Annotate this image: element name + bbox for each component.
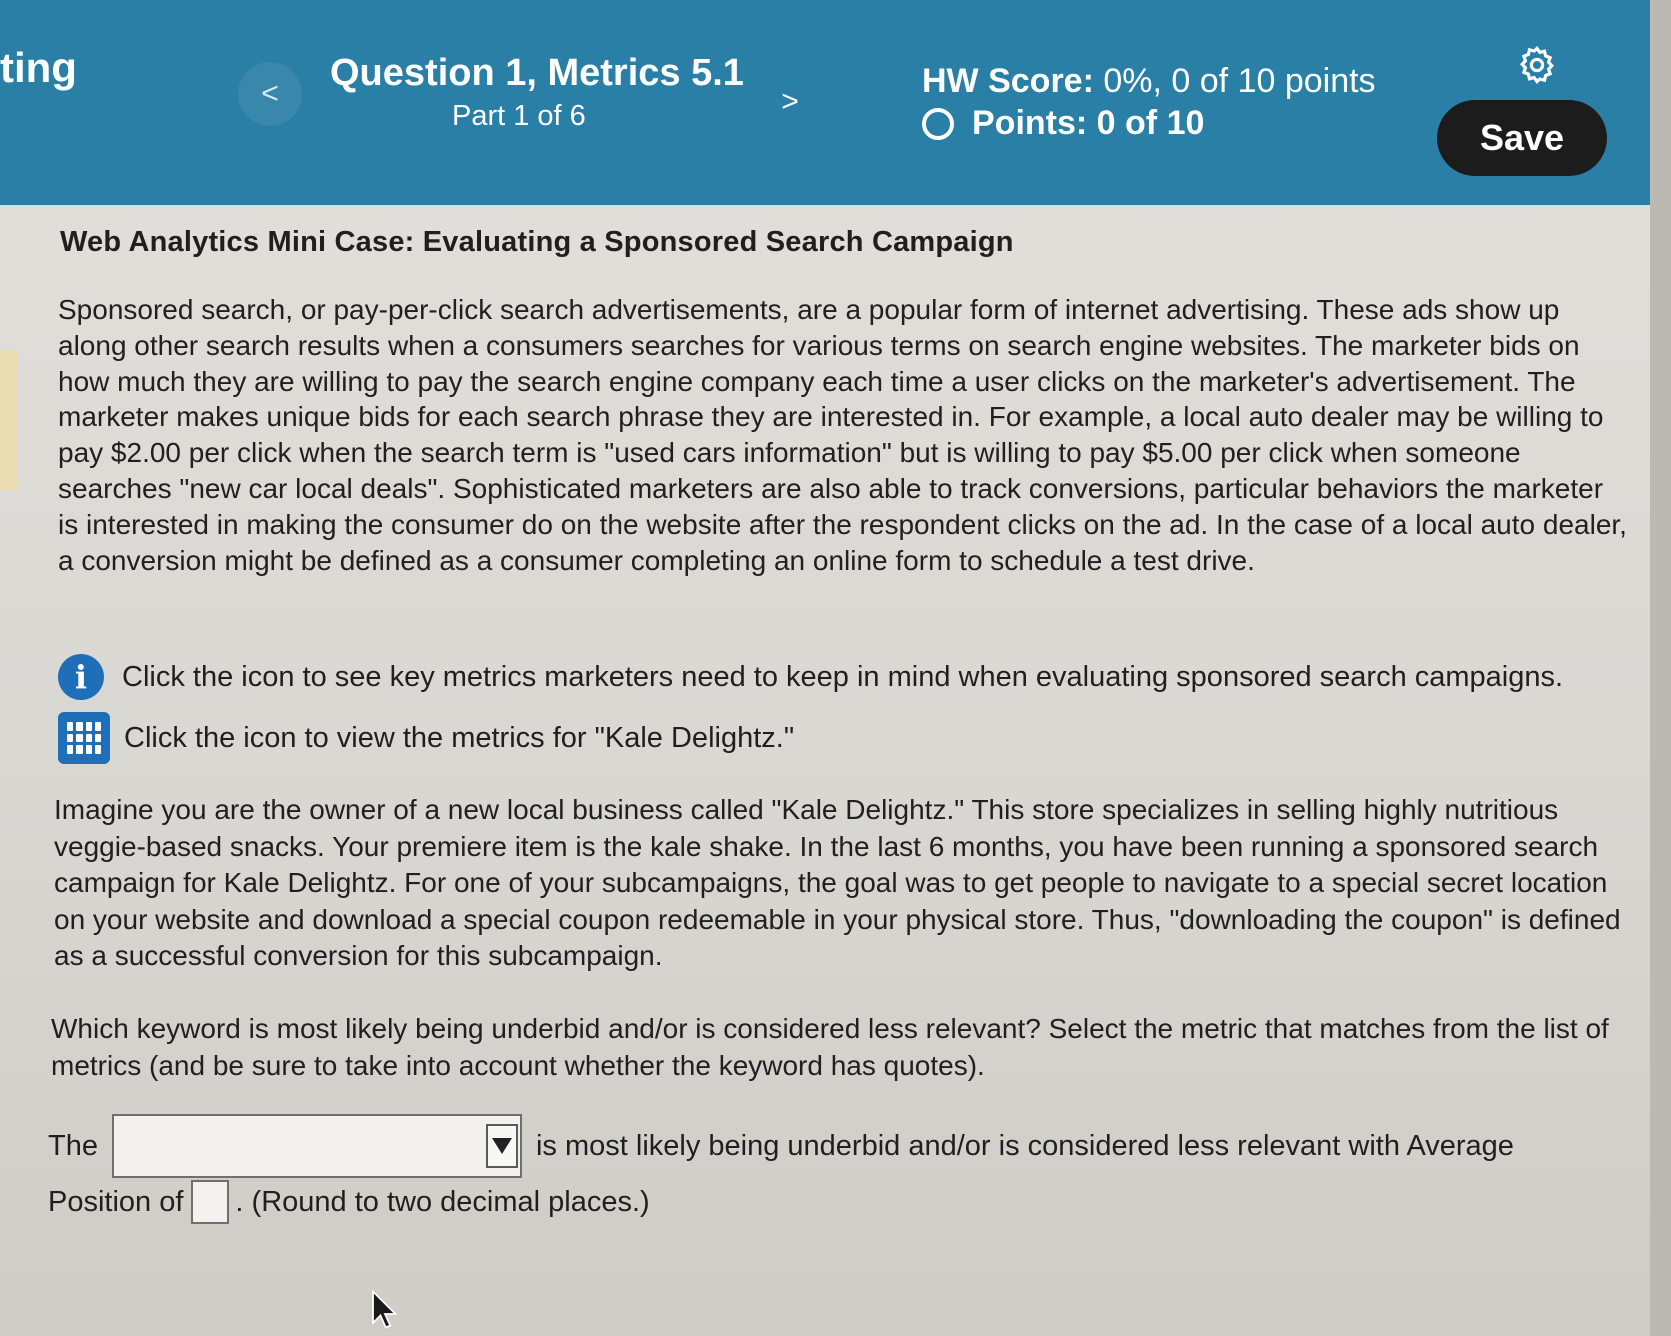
hw-score-label: HW Score: [922,62,1094,100]
next-question-button[interactable] [758,70,822,134]
metrics-info-row [58,654,1563,700]
points-status [922,104,1204,143]
chevron-right-icon: > [781,85,799,118]
scenario-paragraph: Imagine you are the owner of a new local business called "Kale Delightz." This store specializes in selling highly nutritious veggie-based snacks. Your premiere item is the kale shake. In the last 6 months, you have been running a sponsored search campaign for Kale Delightz. For one of your subcampaigns, the goal was to get people to navigate to a special secret location on your website and download a special coupon redeemable in your physical store. Thus, "downloading the coupon" is defined as a successful conversion for this subcampaign. [54,794,1621,971]
hw-score [922,62,1376,101]
points-label: Points: [972,104,1088,142]
keyword-dropdown[interactable] [112,1114,522,1178]
answer-line2-lead: Position of [48,1185,184,1218]
answer-lead: The [48,1129,98,1162]
info-icon[interactable]: i [58,654,104,700]
kale-metrics-row [58,712,794,764]
side-highlight-strip [0,350,18,490]
caret-down-icon [492,1138,512,1154]
mouse-pointer-icon [370,1290,400,1332]
status-circle-icon [922,108,954,140]
dropdown-arrow-button[interactable] [486,1124,518,1168]
average-position-input[interactable] [191,1180,229,1224]
answer-after-dropdown: is most likely being underbid and/or is considered less relevant with Average [535,1129,1514,1162]
points-value: 0 of 10 [1096,104,1205,142]
case-title: Web Analytics Mini Case: Evaluating a Sponsored Search Campaign [60,226,1014,258]
save-button[interactable]: Save [1437,100,1607,176]
answer-line2-tail: . (Round to two decimal places.) [235,1185,650,1218]
table-icon[interactable] [58,712,110,764]
question-part: Part 1 of 6 [452,100,586,132]
metrics-info-text: Click the icon to see key metrics marketers need to keep in mind when evaluating sponsored search campaigns. [122,660,1564,693]
answer-line-1 [48,1114,1514,1178]
question-title: Question 1, Metrics 5.1 [330,52,744,94]
answer-line-2 [48,1180,650,1224]
kale-metrics-text: Click the icon to view the metrics for "Kale Delightz." [124,721,795,754]
chevron-left-icon: < [261,77,279,110]
question-prompt: Which keyword is most likely being underbid and/or is considered less relevant? Select the metric that matches from the list of metrics (and be sure to take into account whether the keyword has quotes). [51,1013,1609,1081]
previous-question-button[interactable] [238,62,302,126]
gear-icon[interactable] [1516,44,1558,86]
question-header [0,0,1650,205]
intro-paragraph: Sponsored search, or pay-per-click search advertisements, are a popular form of internet advertising. These ads show up along other search results when a consumers searches for various terms on search engine websites. The marketer bids on how much they are willing to pay the search engine company each time a user clicks on the marketer's advertisement. The marketer makes unique bids for each search phrase they are interested in. For example, a local auto dealer may be willing to pay $2.00 per click when the search term is "used cars information" but is willing to pay $5.00 per click when someone searches "new car local deals". Sophisticated marketers are also able to track conversions, particular behaviors the marketer is interested in making the consumer do on the website after the respondent clicks on the ad. In the case of a local auto dealer, a conversion might be defined as a consumer completing an online form to schedule a test drive. [58,294,1627,576]
hw-score-value: 0%, 0 of 10 points [1103,62,1376,100]
header-left-fragment: ting [0,44,77,91]
window-edge [1650,0,1671,1336]
